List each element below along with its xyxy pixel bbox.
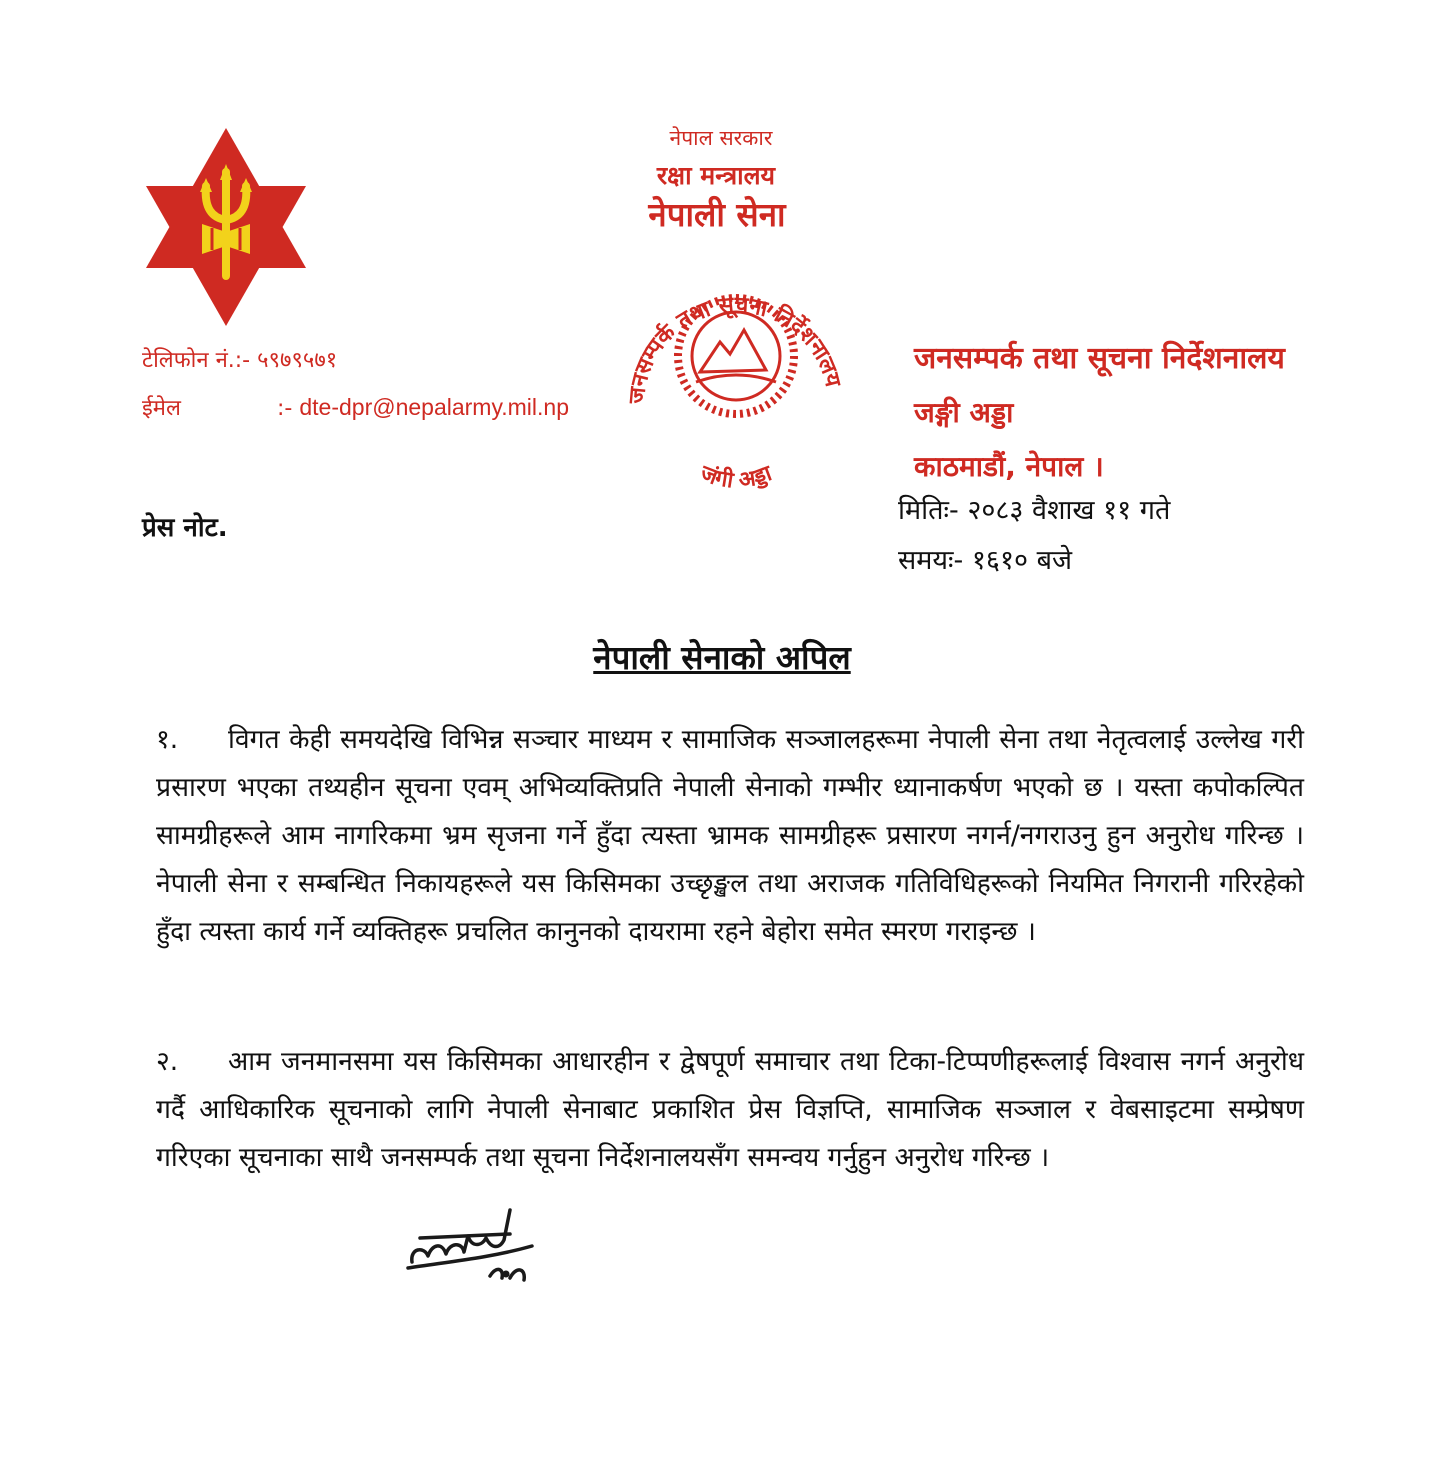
directorate-city: काठमाडौं, नेपाल । [914,450,1104,483]
date-label: मितिः- [898,495,959,526]
directorate-name: जनसम्पर्क तथा सूचना निर्देशनालय [914,341,1285,376]
time-value: १६१० बजे [971,545,1073,576]
email-label: ईमेल [142,396,181,421]
svg-text:जंगी अड्डा [696,461,777,494]
email-row [142,384,569,432]
phone-value: ५९७९५७१ [257,348,338,373]
handwritten-signature [406,1196,546,1290]
document-type: प्रेस नोट. [142,513,228,543]
date-row [898,486,1170,536]
header-line-ministry: रक्षा मन्त्रालय [656,161,776,190]
paragraph-2 [156,1038,1304,1182]
email-value: dte-dpr@nepalarmy.mil.np [299,394,570,420]
svg-text:जनसम्पर्क तथा सूचना निर्देशनाल [625,292,846,405]
paragraph-text: आम जनमानसमा यस किसिमका आधारहीन र द्वेषपूर्ण समाचार तथा टिका-टिप्पणीहरूलाई विश्वास नगर्न अनुरोध गर्दै आधिकारिक सूचनाको लागि नेपाली सेनाबाट प्रकाशित प्रेस विज्ञप्ति, सामाजिक सञ्जाल र वेबसाइटमा सम्प्रेषण गरिएका सूचनाका साथै जनसम्पर्क तथा सूचना निर्देशनालयसँग समन्वय गर्नुहुन अनुरोध गरिन्छ । [156,1046,1304,1173]
paragraph-text: विगत केही समयदेखि विभिन्न सञ्चार माध्यम र सामाजिक सञ्जालहरूमा नेपाली सेना तथा नेतृत्वलाई उल्लेख गरी प्रसारण भएका तथ्यहीन सूचना एवम् अभिव्यक्तिप्रति नेपाली सेनाको गम्भीर ध्यानाकर्षण भएको छ । यस्ता कपोकल्पित सामग्रीहरूले आम नागरिकमा भ्रम सृजना गर्ने हुँदा त्यस्ता भ्रामक सामग्रीहरू प्रसारण नगर्न/नगराउनु हुन अनुरोध गरिन्छ । नेपाली सेना र सम्बन्धित निकायहरूले यस किसिमका उच्छृङ्खल तथा अराजक गतिविधिहरूको नियमित निगरानी गरिरहेको हुँदा त्यस्ता कार्य गर्ने व्यक्तिहरू प्रचलित कानुनको दायरामा रहने बेहोरा समेत स्मरण गराइन्छ । [156,724,1304,947]
directorate-seal-icon [616,286,856,510]
paragraph-1 [156,716,1304,956]
time-row [898,536,1170,586]
directorate-hq: जङ्गी अड्डा [914,396,1014,429]
email-separator: :- [277,396,293,421]
date-value: २०८३ वैशाख ११ गते [967,495,1171,526]
time-label: समयः- [898,545,964,576]
document-title: नेपाली सेनाको अपिल [593,638,851,677]
header-line-army: नेपाली सेना [648,195,786,234]
date-time-block [898,486,1170,586]
seal-text-bottom: जंगी अड्डा [696,461,776,494]
seal-text-top: जनसम्पर्क तथा सूचना निर्देशनालय [624,292,846,405]
phone-row [142,338,569,384]
paragraph-number: १. [156,724,179,755]
phone-label: टेलिफोन नं.:- [142,348,251,373]
government-header [0,126,1444,234]
directorate-address [914,332,1285,494]
paragraph-number: २. [156,1046,179,1077]
contact-block [142,338,569,432]
header-line-government: नेपाल सरकार [669,126,773,150]
